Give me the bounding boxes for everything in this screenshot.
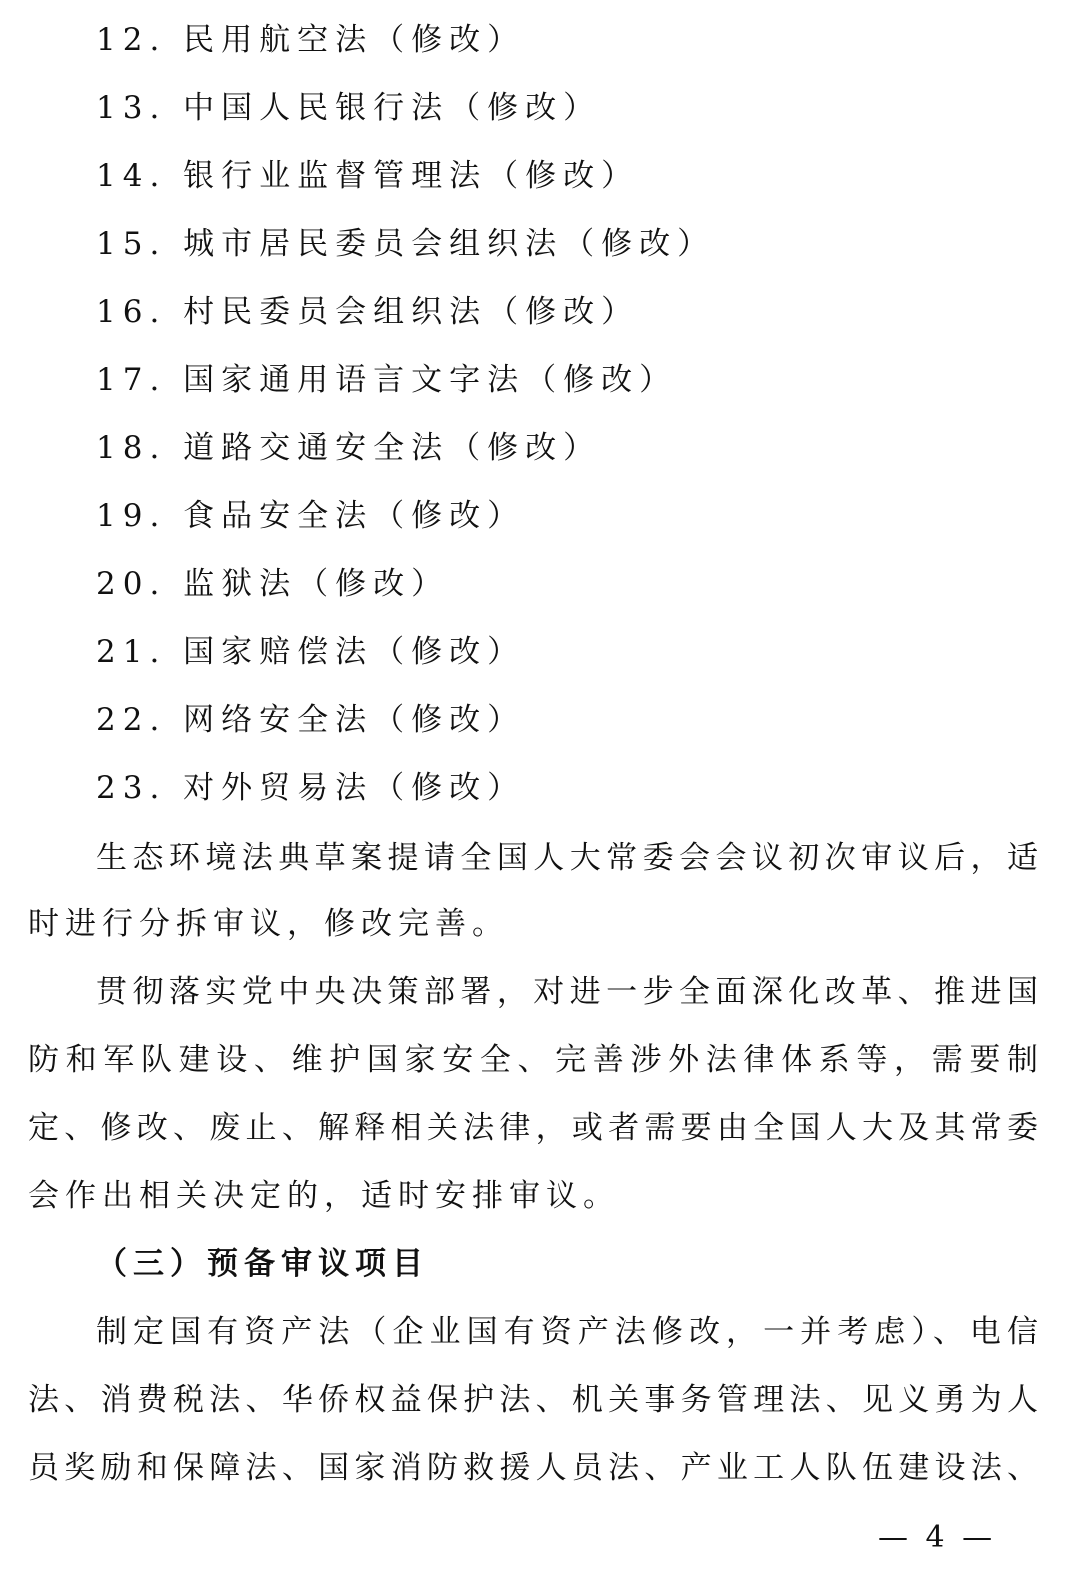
law-list-item-17: 17. 国家通用语言文字法（修改）	[96, 362, 678, 398]
law-list-item-13: 13. 中国人民银行法（修改）	[96, 90, 602, 126]
law-list-item-18: 18. 道路交通安全法（修改）	[96, 430, 602, 466]
law-list-item-20: 20. 监狱法（修改）	[96, 566, 450, 602]
paragraph-policy-line-1: 贯彻落实党中央决策部署，对进一步全面深化改革、推进国	[96, 974, 1038, 1010]
paragraph-preparatory-line-1: 制定国有资产法（企业国有资产法修改，一并考虑）、电信	[96, 1314, 1038, 1350]
law-list-item-22: 22. 网络安全法（修改）	[96, 702, 526, 738]
law-list-item-19: 19. 食品安全法（修改）	[96, 498, 526, 534]
paragraph-preparatory-line-2: 法、消费税法、华侨权益保护法、机关事务管理法、见义勇为人	[28, 1382, 1038, 1418]
law-list-item-14: 14. 银行业监督管理法（修改）	[96, 158, 640, 194]
law-list-item-21: 21. 国家赔偿法（修改）	[96, 634, 526, 670]
law-list-item-15: 15. 城市居民委员会组织法（修改）	[96, 226, 716, 262]
page-number: — 4 —	[878, 1520, 997, 1555]
paragraph-preparatory-line-3: 员奖励和保障法、国家消防救援人员法、产业工人队伍建设法、	[28, 1450, 1038, 1486]
paragraph-ecology-line-1: 生态环境法典草案提请全国人大常委会会议初次审议后，适	[96, 840, 1038, 876]
section-heading: （三）预备审议项目	[96, 1246, 429, 1282]
law-list-item-23: 23. 对外贸易法（修改）	[96, 770, 526, 806]
paragraph-ecology-line-2: 时进行分拆审议，修改完善。	[28, 906, 509, 942]
law-list-item-16: 16. 村民委员会组织法（修改）	[96, 294, 640, 330]
paragraph-policy-line-3: 定、修改、废止、解释相关法律，或者需要由全国人大及其常委	[28, 1110, 1038, 1146]
paragraph-policy-line-4: 会作出相关决定的，适时安排审议。	[28, 1178, 620, 1214]
paragraph-policy-line-2: 防和军队建设、维护国家安全、完善涉外法律体系等，需要制	[28, 1042, 1038, 1078]
law-list-item-12: 12. 民用航空法（修改）	[96, 22, 526, 58]
